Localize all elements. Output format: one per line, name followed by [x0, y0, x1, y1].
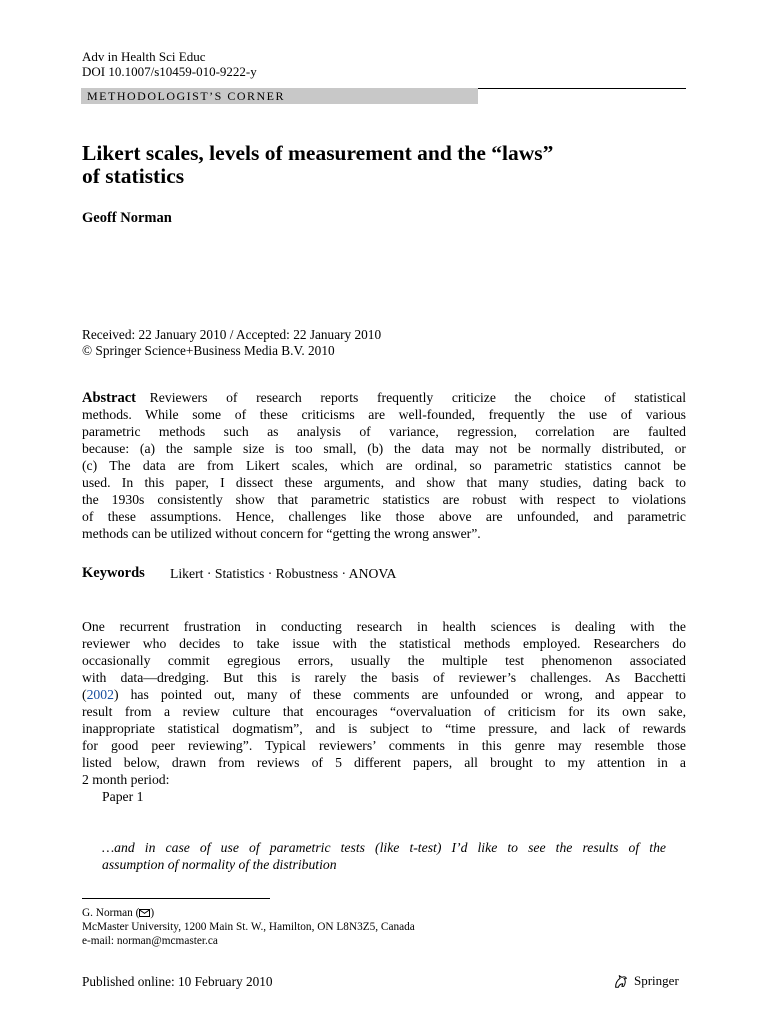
publisher-name: Springer [634, 973, 679, 988]
copyright-line: © Springer Science+Business Media B.V. 2010 [82, 343, 335, 358]
body-line-3: occasionally commit egregious errors, usually the multiple test phenomenon associated [82, 653, 686, 668]
author-name: Geoff Norman [82, 210, 172, 226]
abstract-line-2: methods. While some of these criticisms are well-founded, frequently the use of various [82, 407, 686, 422]
article-title-line-2: of statistics [82, 164, 185, 188]
abstract-line-9: methods can be utilized without concern for “getting the wrong answer”. [82, 526, 481, 541]
published-online-date: Published online: 10 February 2010 [82, 974, 273, 989]
journal-name: Adv in Health Sci Educ [82, 49, 206, 64]
paper-label: Paper 1 [102, 789, 144, 804]
abstract-line-5: (c) The data are from Likert scales, which are ordinal, so parametric statistics cannot be [82, 458, 686, 473]
quote-line-2: assumption of normality of the distribution [102, 857, 337, 872]
footnote-email[interactable]: e-mail: norman@mcmaster.ca [82, 935, 218, 947]
article-title-line-1: Likert scales, levels of measurement and the “laws” [82, 141, 554, 165]
abstract-line-6: used. In this paper, I dissect these arguments, and show that many studies, dating back to [82, 475, 686, 490]
section-rule [478, 88, 686, 89]
publisher-mark [612, 972, 679, 990]
body-line-10: 2 month period: [82, 772, 170, 787]
springer-horse-icon [612, 972, 630, 990]
quote-line-1: …and in case of use of parametric tests (like t-test) I’d like to see the results of the [102, 840, 666, 855]
received-accepted-dates: Received: 22 January 2010 / Accepted: 22 January 2010 [82, 327, 382, 342]
footnote-author: G. Norman ( ) [82, 907, 155, 919]
body-line-4: with data—dredging. But this is rarely the basis of reviewer’s challenges. As Bacchetti [82, 670, 686, 685]
section-label: METHODOLOGIST’S CORNER [87, 89, 285, 103]
body-line-1: One recurrent frustration in conducting research in health sciences is dealing with the [82, 619, 686, 634]
body-line-9: listed below, drawn from reviews of 5 different papers, all brought to my attention in a [82, 755, 686, 770]
body-line-6: result from a review culture that encourages “overvaluation of criticism for its own sake, [82, 704, 686, 719]
body-line-7: inappropriate statistical dogmatism”, and is subject to “time pressure, and lack of rewards [82, 721, 686, 736]
keywords-label: Keywords [82, 565, 145, 581]
abstract-line-8: of these assumptions. Hence, challenges like those above are unfounded, and parametric [82, 509, 686, 524]
body-line-2: reviewer who decides to take issue with the statistical methods employed. Researchers do [82, 636, 686, 651]
doi[interactable]: DOI 10.1007/s10459-010-9222-y [82, 64, 257, 79]
abstract-line-4: because: (a) the sample size is too small, (b) the data may not be normally distributed, or [82, 441, 686, 456]
abstract-line-7: the 1930s consistently show that parametric statistics are robust with respect to violations [82, 492, 686, 507]
keywords-list: Likert · Statistics · Robustness · ANOVA [170, 566, 397, 581]
envelope-icon[interactable] [139, 909, 150, 917]
citation-link-bacchetti[interactable]: 2002 [86, 687, 114, 702]
abstract-line-1: Abstract Reviewers of research reports frequently criticize the choice of statistical [82, 390, 686, 406]
abstract-label: Abstract [82, 390, 136, 406]
body-line-8: for good peer reviewing”. Typical reviewers’ comments in this genre may resemble those [82, 738, 686, 753]
footnote-rule [82, 898, 270, 899]
body-line-5: (2002) has pointed out, many of these comments are unfounded or wrong, and appear to [82, 687, 686, 702]
abstract-line-3: parametric methods such as analysis of variance, regression, correlation are faulted [82, 424, 686, 439]
footnote-affiliation: McMaster University, 1200 Main St. W., Hamilton, ON L8N3Z5, Canada [82, 921, 415, 933]
